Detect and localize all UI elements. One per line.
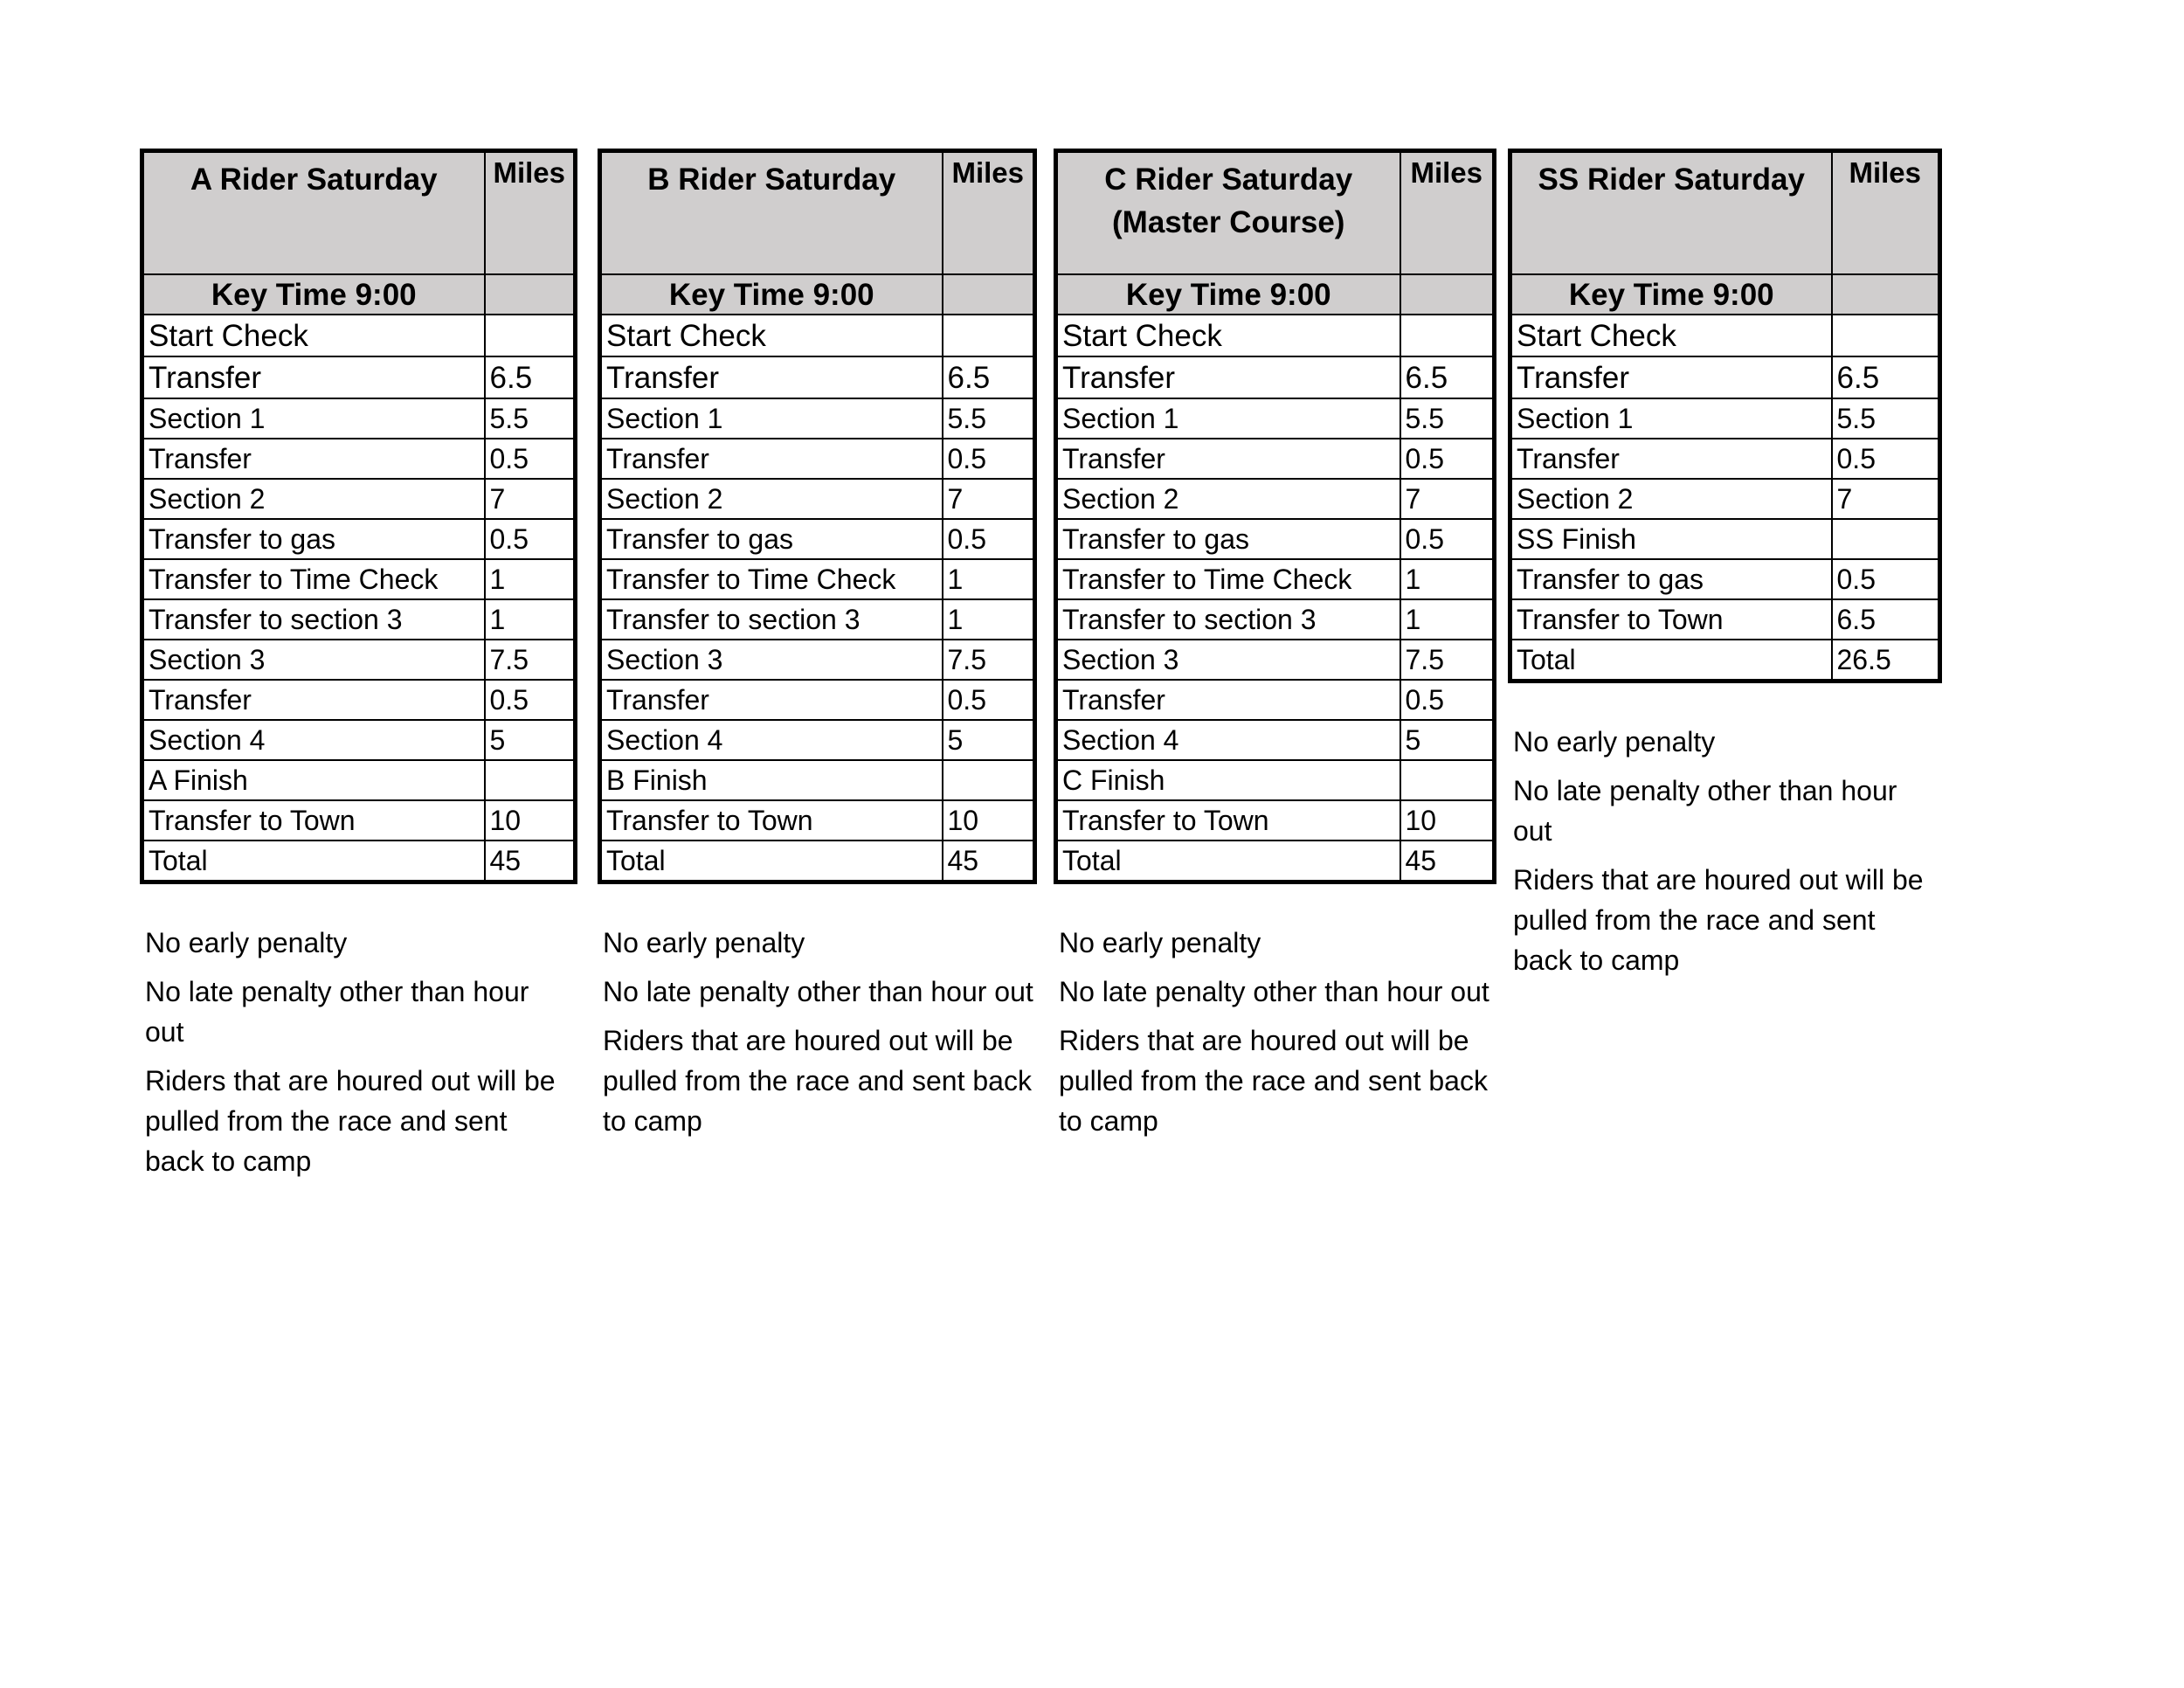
key-time: Key Time 9:00 [142,274,485,315]
stage-miles: 0.5 [1400,680,1495,720]
key-time-miles-cell [943,274,1035,315]
table-row [600,356,1035,398]
stage-label: Transfer [1056,439,1400,479]
penalty-note: No early penalty [603,927,805,958]
penalty-note: Riders that are houred out will be pulled from the race and sent back to camp [1513,864,1924,976]
stage-miles: 7.5 [1400,640,1495,680]
table-row [1056,720,1495,760]
stage-label: Transfer [600,680,943,720]
table-row [1056,680,1495,720]
table-row [1056,559,1495,599]
stage-miles: 7 [943,479,1035,519]
stage-label: Transfer to gas [142,519,485,559]
stage-miles: 1 [1400,599,1495,640]
stage-label: Section 1 [142,398,485,439]
penalty-note: No early penalty [1059,927,1261,958]
table-row [600,640,1035,680]
stage-label: Transfer to Time Check [142,559,485,599]
table-row [600,479,1035,519]
title-row [600,151,1035,275]
stage-label: Transfer [142,356,485,398]
penalty-note: No early penalty [1513,726,1716,758]
stage-miles: 0.5 [943,439,1035,479]
stage-label: Section 4 [1056,720,1400,760]
stage-label: Section 1 [600,398,943,439]
table-row [600,599,1035,640]
stage-miles: 0.5 [943,519,1035,559]
stage-label: Transfer to Town [600,800,943,841]
stage-label: Transfer [1056,356,1400,398]
stage-miles [485,760,576,800]
stage-label: Section 3 [600,640,943,680]
stage-label: Total [1056,841,1400,882]
course-table [140,149,577,884]
stage-label: Transfer [1510,439,1832,479]
stage-label: Transfer [1056,680,1400,720]
stage-label: Transfer to Time Check [600,559,943,599]
stage-label: Transfer to section 3 [1056,599,1400,640]
stage-miles: 7.5 [485,640,576,680]
stage-miles [1832,315,1940,356]
stage-miles: 7.5 [943,640,1035,680]
table-row [1056,599,1495,640]
key-time: Key Time 9:00 [1510,274,1832,315]
stage-miles: 7 [485,479,576,519]
stage-label: Section 2 [1056,479,1400,519]
table-row [142,760,576,800]
table-row [1510,315,1940,356]
stage-miles: 1 [485,559,576,599]
table-row [1510,356,1940,398]
stage-miles: 5.5 [1400,398,1495,439]
stage-miles [485,315,576,356]
stage-label: Section 2 [600,479,943,519]
table-row [600,841,1035,882]
table-row [1510,519,1940,559]
stage-miles [1400,315,1495,356]
stage-miles: 5 [485,720,576,760]
stage-miles: 45 [943,841,1035,882]
stage-miles: 5.5 [943,398,1035,439]
stage-label: Transfer [1510,356,1832,398]
table-row [1510,439,1940,479]
title-row [142,151,576,275]
stage-label: Transfer to gas [600,519,943,559]
table-row [142,559,576,599]
stage-label: Transfer to section 3 [142,599,485,640]
table-row [1056,479,1495,519]
table-row [600,519,1035,559]
stage-miles: 0.5 [1400,519,1495,559]
miles-header: Miles [943,151,1035,275]
stage-miles: 7 [1832,479,1940,519]
stage-miles: 26.5 [1832,640,1940,681]
key-time-row [600,274,1035,315]
table-row [142,720,576,760]
stage-miles: 0.5 [1400,439,1495,479]
course-notes [598,923,1034,1141]
penalty-note: No late penalty other than hour out [1513,775,1897,847]
table-row [600,680,1035,720]
stage-label: Transfer [142,680,485,720]
table-row [1056,356,1495,398]
stage-miles: 0.5 [1832,559,1940,599]
table-row [142,680,576,720]
stage-miles: 10 [943,800,1035,841]
course-title: B Rider Saturday [600,151,943,275]
course-title: SS Rider Saturday [1510,151,1832,275]
stage-label: Transfer to Time Check [1056,559,1400,599]
stage-label: Total [600,841,943,882]
key-time-miles-cell [1400,274,1495,315]
key-time-miles-cell [1832,274,1940,315]
stage-miles [943,760,1035,800]
table-row [1056,398,1495,439]
course-a-rider [140,149,577,1190]
title-row [1056,151,1495,275]
table-row [1510,599,1940,640]
stage-label: Start Check [142,315,485,356]
course-c-rider [1054,149,1496,1150]
course-title: C Rider Saturday (Master Course) [1056,151,1400,275]
stage-label: Section 3 [1056,640,1400,680]
stage-miles: 1 [943,599,1035,640]
stage-label: A Finish [142,760,485,800]
stage-label: Section 1 [1056,398,1400,439]
course-notes [140,923,559,1181]
key-time-row [1056,274,1495,315]
stage-label: Start Check [1510,315,1832,356]
table-row [1056,439,1495,479]
stage-label: Section 4 [600,720,943,760]
table-row [142,479,576,519]
table-row [1056,640,1495,680]
stage-miles: 0.5 [943,680,1035,720]
title-row [1510,151,1940,275]
stage-miles: 7 [1400,479,1495,519]
stage-label: Section 1 [1510,398,1832,439]
key-time-row [1510,274,1940,315]
course-b-rider [598,149,1037,1150]
stage-label: Total [1510,640,1832,681]
table-row [600,559,1035,599]
table-row [600,760,1035,800]
stage-miles: 5.5 [485,398,576,439]
stage-label: Section 4 [142,720,485,760]
table-row [600,315,1035,356]
penalty-note: No late penalty other than hour out [603,976,1033,1007]
stage-miles [1832,519,1940,559]
penalty-note: No late penalty other than hour out [1059,976,1489,1007]
miles-header: Miles [1832,151,1940,275]
stage-label: Transfer [600,356,943,398]
penalty-note: No late penalty other than hour out [145,976,529,1048]
stage-miles [1400,760,1495,800]
table-row [142,439,576,479]
stage-label: Section 2 [1510,479,1832,519]
key-time-row [142,274,576,315]
stage-miles: 45 [485,841,576,882]
table-row [1510,398,1940,439]
stage-label: Transfer to Town [1056,800,1400,841]
table-row [600,439,1035,479]
penalty-note: No early penalty [145,927,348,958]
key-time: Key Time 9:00 [600,274,943,315]
course-notes [1508,722,1936,980]
course-title: A Rider Saturday [142,151,485,275]
miles-header: Miles [485,151,576,275]
table-row [1056,315,1495,356]
penalty-note: Riders that are houred out will be pulled from the race and sent back to camp [1059,1025,1488,1137]
stage-label: Section 3 [142,640,485,680]
stage-miles: 5 [943,720,1035,760]
table-row [1056,760,1495,800]
stage-miles: 6.5 [1832,356,1940,398]
stage-label: SS Finish [1510,519,1832,559]
table-row [1056,800,1495,841]
stage-miles: 6.5 [943,356,1035,398]
stage-label: Total [142,841,485,882]
stage-miles: 10 [1400,800,1495,841]
stage-miles [943,315,1035,356]
stage-miles: 6.5 [1832,599,1940,640]
table-row [142,599,576,640]
course-table [1054,149,1496,884]
stage-label: Transfer [600,439,943,479]
table-row [1510,479,1940,519]
stage-label: Transfer [142,439,485,479]
stage-label: Section 2 [142,479,485,519]
table-row [142,519,576,559]
table-row [1510,559,1940,599]
table-row [142,841,576,882]
table-row [1056,841,1495,882]
stage-miles: 0.5 [1832,439,1940,479]
table-row [600,800,1035,841]
stage-miles: 45 [1400,841,1495,882]
stage-label: Transfer to section 3 [600,599,943,640]
table-row [600,720,1035,760]
course-table [598,149,1037,884]
table-row [142,640,576,680]
key-time: Key Time 9:00 [1056,274,1400,315]
stage-label: B Finish [600,760,943,800]
stage-label: C Finish [1056,760,1400,800]
stage-miles: 1 [943,559,1035,599]
table-row [142,398,576,439]
key-time-miles-cell [485,274,576,315]
stage-label: Transfer to Town [1510,599,1832,640]
stage-label: Transfer to gas [1510,559,1832,599]
table-row [142,356,576,398]
stage-label: Start Check [1056,315,1400,356]
table-row [1510,640,1940,681]
stage-miles: 1 [485,599,576,640]
stage-miles: 10 [485,800,576,841]
miles-header: Miles [1400,151,1495,275]
table-row [142,315,576,356]
course-table [1508,149,1942,683]
stage-miles: 6.5 [485,356,576,398]
course-notes [1054,923,1490,1141]
penalty-note: Riders that are houred out will be pulled from the race and sent back to camp [145,1065,556,1177]
table-row [600,398,1035,439]
stage-miles: 5 [1400,720,1495,760]
stage-label: Transfer to Town [142,800,485,841]
stage-label: Transfer to gas [1056,519,1400,559]
stage-miles: 0.5 [485,439,576,479]
stage-label: Start Check [600,315,943,356]
course-ss-rider [1508,149,1942,989]
table-row [142,800,576,841]
stage-miles: 0.5 [485,519,576,559]
stage-miles: 5.5 [1832,398,1940,439]
stage-miles: 1 [1400,559,1495,599]
penalty-note: Riders that are houred out will be pulled from the race and sent back to camp [603,1025,1032,1137]
stage-miles: 0.5 [485,680,576,720]
stage-miles: 6.5 [1400,356,1495,398]
table-row [1056,519,1495,559]
